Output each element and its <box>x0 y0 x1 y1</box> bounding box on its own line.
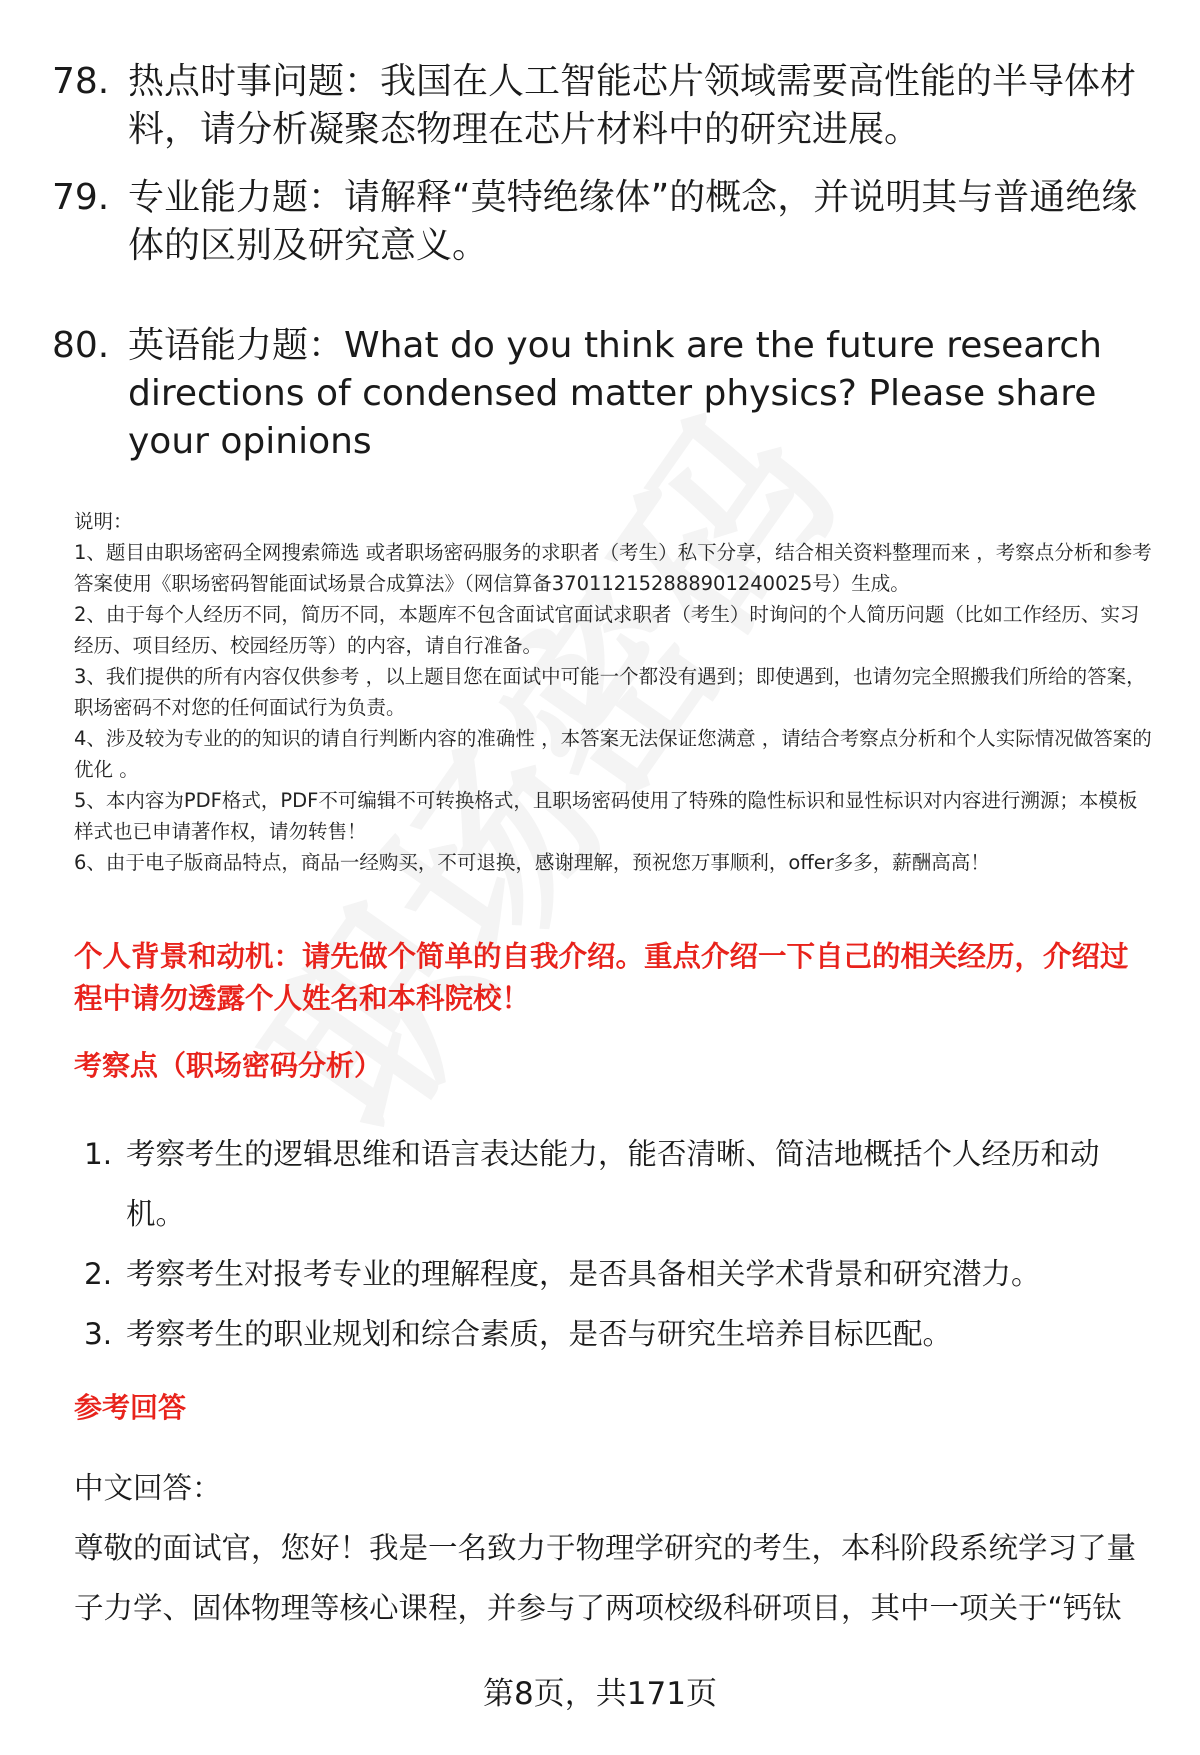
point-number: 2. <box>84 1257 113 1291</box>
point-text: 考察考生对报考专业的理解程度，是否具备相关学术背景和研究潜力。 <box>126 1257 1041 1291</box>
question-number: 78. <box>52 61 110 102</box>
page-number: 第8页，共171页 <box>483 1676 717 1712</box>
points-title: 考察点（职场密码分析） <box>74 1049 383 1082</box>
answer-text: 尊敬的面试官，您好！我是一名致力于物理学研究的考生，本科阶段系统学习了量子力学、固体物理等核心课程，并参与了两项校级科研项目，其中一项关于“钙钛 <box>74 1531 1137 1625</box>
note-item: 5、本内容为PDF格式，PDF不可编辑不可转换格式，且职场密码使用了特殊的隐性标识和显性标识对内容进行溯源；本模板样式也已申请著作权，请勿转售！ <box>74 789 1138 843</box>
question-78 <box>52 58 1152 154</box>
question-79 <box>52 174 1152 270</box>
point-number: 1. <box>84 1137 113 1171</box>
note-item: 3、我们提供的所有内容仅供参考 ，以上题目您在面试中可能一个都没有遇到；即使遇到，也请勿完全照搬我们所给的答案，职场密码不对您的任何面试行为负责。 <box>74 665 1146 719</box>
note-item: 2、由于每个人经历不同，简历不同，本题库不包含面试官面试求职者（考生）时询问的个人简历问题（比如工作经历、实习经历、项目经历、校园经历等）的内容，请自行准备。 <box>74 603 1140 657</box>
point-number: 3. <box>84 1317 113 1351</box>
answer-label: 中文回答： <box>74 1471 222 1505</box>
note-item: 4、涉及较为专业的的知识的请自行判断内容的准确性 ，本答案无法保证您满意 ，请结合考察点分析和个人实际情况做答案的优化 。 <box>74 727 1152 781</box>
question-number: 80. <box>52 325 110 366</box>
question-text: 专业能力题：请解释“莫特绝缘体”的概念，并说明其与普通绝缘体的区别及研究意义。 <box>128 177 1138 266</box>
list-item <box>84 1244 1124 1304</box>
notes-title: 说明： <box>74 510 133 533</box>
notes-block <box>74 506 1154 878</box>
list-item <box>84 1124 1124 1244</box>
point-text: 考察考生的职业规划和综合素质，是否与研究生培养目标匹配。 <box>126 1317 953 1351</box>
points-list <box>84 1124 1124 1364</box>
answer-title: 参考回答 <box>74 1391 187 1424</box>
question-text: 热点时事问题：我国在人工智能芯片领域需要高性能的半导体材料，请分析凝聚态物理在芯片材料中的研究进展。 <box>128 61 1137 150</box>
question-80 <box>52 322 1152 466</box>
question-text: 英语能力题：What do you think are the future research directions of condensed matter physics? Please share your opinions <box>128 325 1102 462</box>
point-text: 考察考生的逻辑思维和语言表达能力，能否清晰、简洁地概括个人经历和动机。 <box>126 1137 1100 1231</box>
list-item <box>84 1304 1124 1364</box>
section-heading: 个人背景和动机：请先做个简单的自我介绍。重点介绍一下自己的相关经历，介绍过程中请勿透露个人姓名和本科院校！ <box>74 940 1129 1015</box>
question-number: 79. <box>52 177 110 218</box>
note-item: 6、由于电子版商品特点，商品一经购买，不可退换，感谢理解，预祝您万事顺利，offer多多，薪酬高高！ <box>74 851 990 874</box>
note-item: 1、题目由职场密码全网搜索筛选 或者职场密码服务的求职者（考生）私下分享，结合相关资料整理而来 ，考察点分析和参考答案使用《职场密码智能面试场景合成算法》（网信算备370112152888901240025号）生成。 <box>74 541 1152 595</box>
